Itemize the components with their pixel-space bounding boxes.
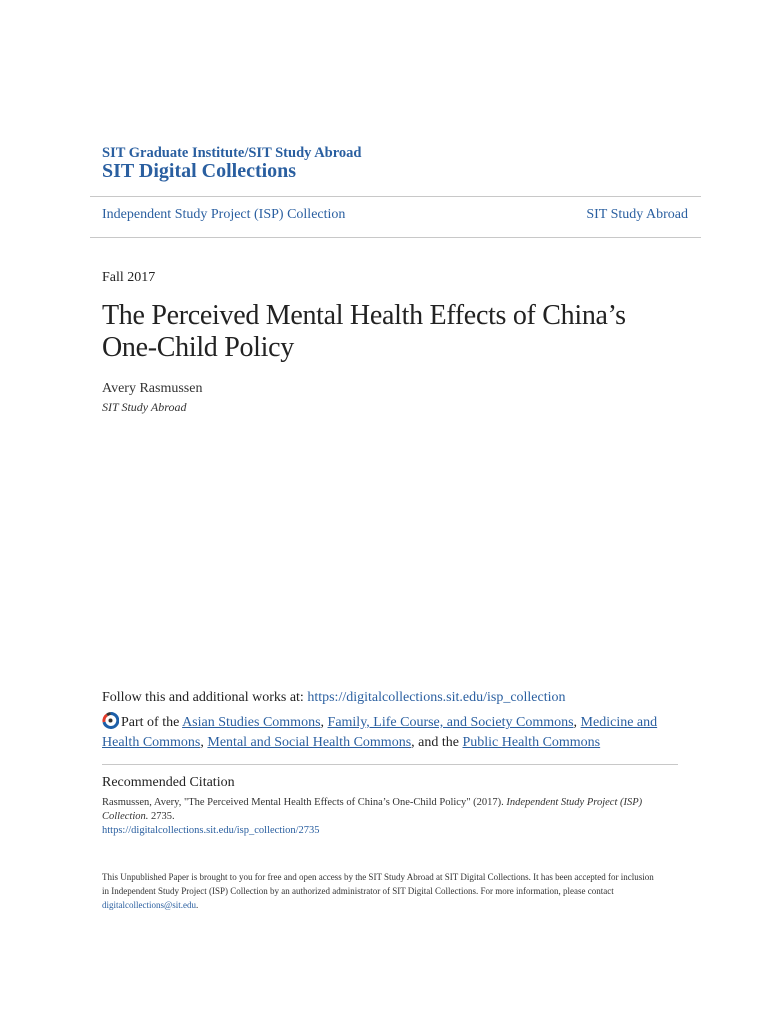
author-affiliation: SIT Study Abroad — [102, 400, 187, 414]
commons-link-medicine-health[interactable]: Medicine and Health Commons — [102, 715, 658, 750]
department-link[interactable]: SIT Study Abroad — [586, 207, 688, 222]
institution-link[interactable]: SIT Graduate Institute/SIT Study Abroad — [102, 145, 362, 161]
divider-citation — [102, 764, 678, 765]
author-name: Avery Rasmussen — [102, 381, 203, 396]
collection-link[interactable]: Independent Study Project (ISP) Collection — [102, 207, 346, 222]
citation-heading: Recommended Citation — [102, 775, 235, 790]
commons-link-public-health[interactable]: Public Health Commons — [462, 734, 601, 750]
part-of-commons — [102, 712, 672, 752]
part-of-prefix: Part of the — [121, 715, 180, 730]
divider-top — [90, 196, 701, 197]
follow-label: Follow this and additional works at: — [102, 690, 304, 705]
separator: , — [573, 715, 578, 730]
site-name-link[interactable]: SIT Digital Collections — [102, 160, 297, 182]
separator: , — [320, 715, 325, 730]
publication-date: Fall 2017 — [102, 270, 156, 285]
citation-text — [102, 796, 662, 824]
access-notice-text: This Unpublished Paper is brought to you for free and open access by the SIT Study Abroad at SIT Digital Collections. It has been accepted for inclusion in Independent Study Project (ISP) Collection by an authorized administrator of SIT Digital Collections. For more information, please contact — [102, 872, 654, 896]
citation-main: Rasmussen, Avery, "The Perceived Mental Health Effects of China’s One-Child Policy" (2017). — [102, 797, 504, 808]
collection-url-link[interactable]: https://digitalcollections.sit.edu/isp_collection — [307, 690, 566, 705]
commons-link-family-life-course[interactable]: Family, Life Course, and Society Commons — [327, 715, 574, 730]
commons-link-asian-studies[interactable]: Asian Studies Commons — [182, 715, 321, 730]
access-notice-end: . — [196, 900, 199, 910]
access-notice — [102, 870, 662, 912]
document-title: The Perceived Mental Health Effects of China’s One-Child Policy — [102, 300, 626, 363]
contact-email-link[interactable]: digitalcollections@sit.edu — [102, 900, 197, 910]
citation-url-link[interactable]: https://digitalcollections.sit.edu/isp_collection/2735 — [102, 825, 320, 836]
follow-line — [102, 690, 566, 706]
citation-number: 2735. — [151, 811, 175, 822]
separator: , — [200, 734, 204, 750]
divider-collection — [90, 237, 701, 238]
commons-link-mental-social-health[interactable]: Mental and Social Health Commons — [207, 734, 412, 750]
citation-collection: Independent Study Project (ISP) Collection. — [102, 797, 643, 822]
commons-network-icon — [102, 712, 119, 729]
and-the-connector: , and the — [411, 734, 459, 750]
